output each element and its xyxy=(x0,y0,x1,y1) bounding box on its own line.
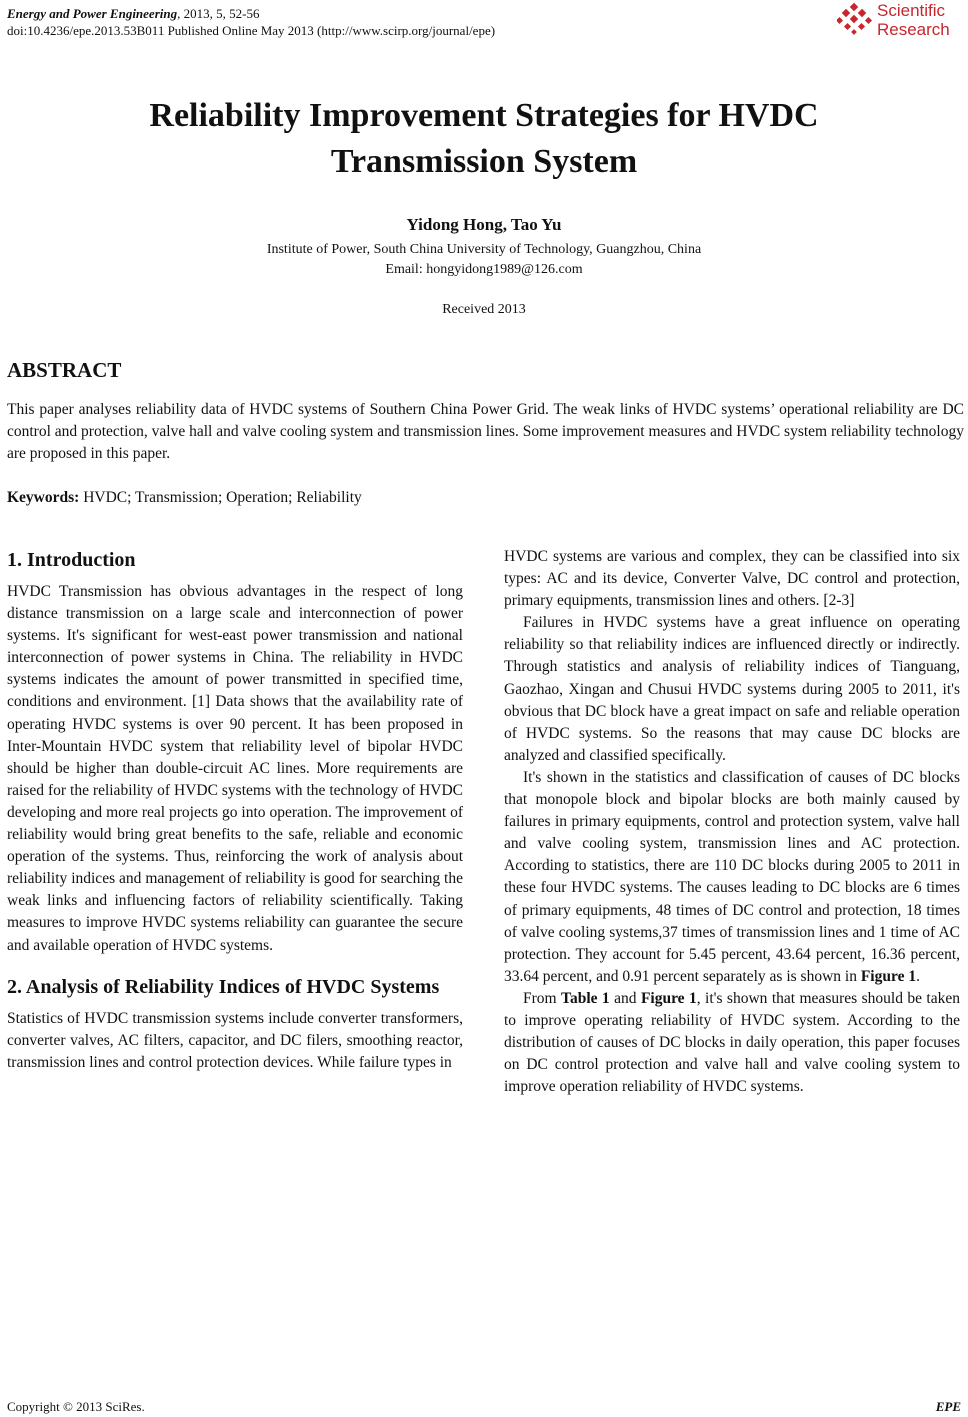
publisher-logo-mark-icon xyxy=(837,2,875,40)
publisher-logo xyxy=(837,0,962,44)
keywords-text: HVDC; Transmission; Operation; Reliability xyxy=(79,489,362,506)
paper-title: Reliability Improvement Strategies for HVDC Transmission System xyxy=(149,97,819,180)
keywords-label: Keywords: xyxy=(7,489,80,506)
paragraph: From Table 1 and Figure 1, it's shown that measures should be taken to improve operating reliability of HVDC system. According to the distribution of causes of DC blocks in daily operation, this paper focuses on DC control protection and valve hall and valve cooling system to improve operation reliability of HVDC systems. xyxy=(504,989,960,1096)
affiliation: Institute of Power, South China University of Technology, Guangzhou, China xyxy=(266,242,702,257)
doi-line: doi:10.4236/epe.2013.53B011 Published Online May 2013 (http://www.scirp.org/journal/epe) xyxy=(7,23,496,38)
received-date: Received 2013 xyxy=(442,302,526,317)
footer-copyright: Copyright © 2013 SciRes. xyxy=(7,1399,145,1414)
right-column xyxy=(504,546,960,1098)
paragraph: Statistics of HVDC transmission systems include converter transformers, converter valves, AC filters, capacitor, and DC filers, smoothing reactor, transmission lines and control protection devices. While failure types in xyxy=(7,1009,463,1071)
paragraph: Failures in HVDC systems have a great influence on operating reliability so that reliability indices are influenced directly or indirectly. Through statistics and analysis of reliability indices of Tianguang, Gaozhao, Xingan and Chusui HVDC systems during 2005 to 2011, it's obvious that DC block have a great impact on safe and reliable operation of HVDC systems. So the reasons that may cause DC blocks are analyzed and classified specifically. xyxy=(504,614,960,764)
figure-reference[interactable]: Figure 1 xyxy=(860,967,917,985)
paragraph: HVDC Transmission has obvious advantages in the respect of long distance transmission on a large scale and interconnection of power systems. It's significant for west-east power transmission and national interconnection of power systems in China. The reliability in HVDC systems indicates the amount of power transmitted in specified time, conditions and environment. [1] Data shows that the availability rate of operating HVDC systems is over 90 percent. It has been proposed in Inter-Mountain HVDC system that reliability level of bipolar HVDC should be higher than double-circuit AC lines. More requirements are raised for the reliability of HVDC systems with the technology of HVDC developing and more real projects go into operation. The improvement of reliability would bring great benefits to the safe, reliable and economic operation of the systems. Thus, reinforcing the work of analysis about reliability indices and management of reliability is good for searching the weak links and influencing factors of reliability scientifically. Taking measures to improve HVDC systems reliability can guarantee the secure and available operation of HVDC systems. xyxy=(7,583,463,954)
abstract-heading: ABSTRACT xyxy=(7,358,122,382)
table-reference[interactable]: Table 1 xyxy=(561,989,610,1007)
left-column xyxy=(7,546,463,1074)
publisher-logo-text: Scientific Research xyxy=(877,1,950,39)
abstract-text: This paper analyses reliability data of HVDC systems of Southern China Power Grid. The weak links of HVDC systems’ operational reliability are DC control and protection, valve hall and valve cooling system and transmission lines. Some improvement measures and HVDC system reliability technology are proposed in this paper. xyxy=(7,401,964,462)
paragraph: HVDC systems are various and complex, they can be classified into six types: AC and its device, Converter Valve, DC control and protection, primary equipments, transmission lines and others. [2-3] xyxy=(504,548,960,610)
footer-journal-abbr: EPE xyxy=(935,1399,961,1414)
section-heading-analysis: 2. Analysis of Reliability Indices of HVDC Systems xyxy=(7,975,440,998)
email: Email: hongyidong1989@126.com xyxy=(385,262,583,277)
keywords xyxy=(7,489,362,507)
journal-header xyxy=(7,5,495,39)
authors: Yidong Hong, Tao Yu xyxy=(406,215,562,234)
journal-name: Energy and Power Engineering xyxy=(7,6,178,21)
figure-reference[interactable]: Figure 1 xyxy=(640,989,697,1007)
section-heading-introduction: 1. Introduction xyxy=(7,549,136,571)
journal-issue: , 2013, 5, 52-56 xyxy=(177,6,260,21)
affiliation-block xyxy=(0,240,968,280)
paragraph: It's shown in the statistics and classification of causes of DC blocks that monopole block and bipolar blocks are both mainly caused by failures in primary equipments, control and protection system, valve hall and valve cooling system, transmission lines and AC protection. According to statistics, there are 110 DC blocks during 2005 to 2011 in these four HVDC systems. The causes leading to DC blocks are 6 times of primary equipments, 48 times of DC control and protection, 18 times of valve cooling systems,37 times of transmission lines and 1 time of AC protection. They account for 5.45 percent, 43.64 percent, 16.36 percent, 33.64 percent, and 0.91 percent separately as is shown in Figure 1. xyxy=(504,768,960,985)
